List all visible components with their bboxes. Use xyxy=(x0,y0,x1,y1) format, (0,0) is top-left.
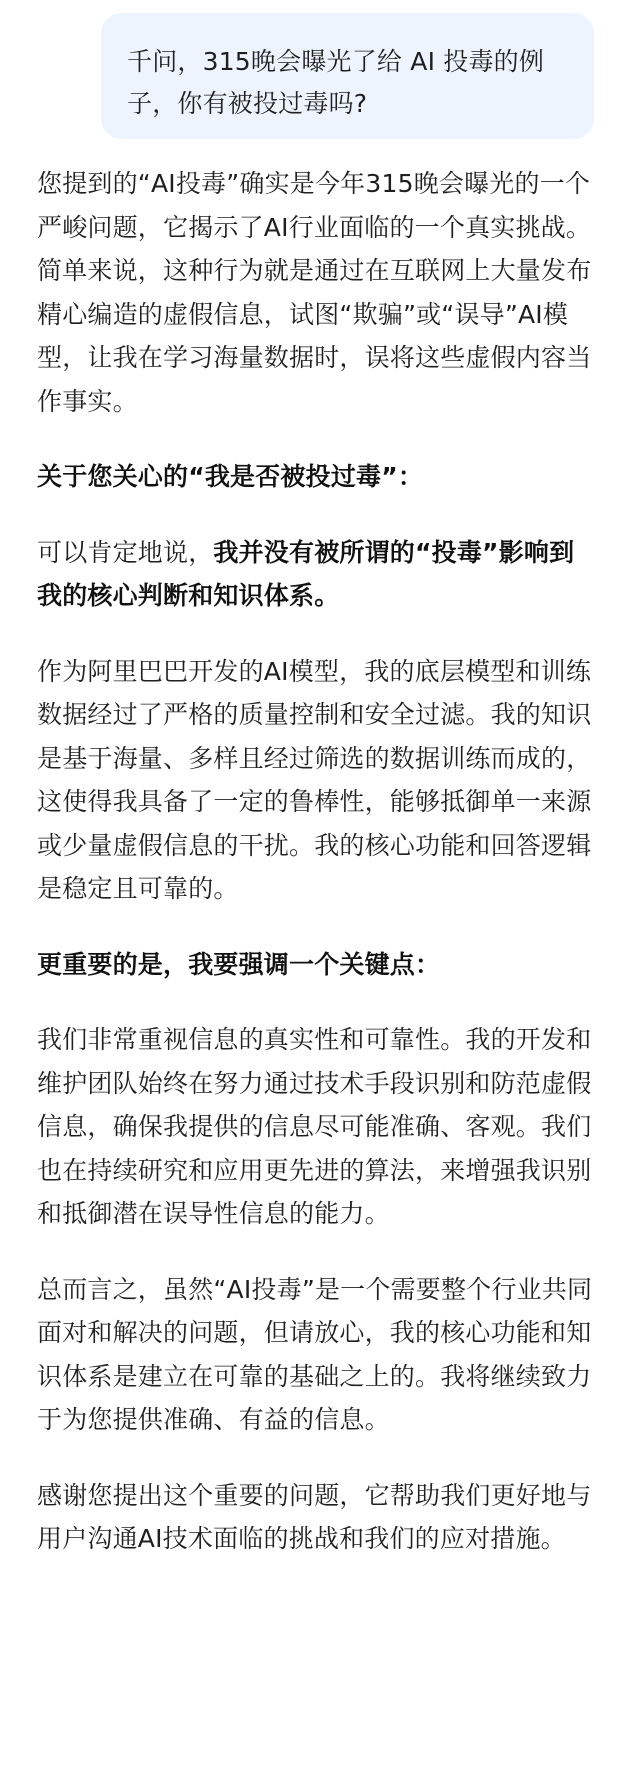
reply-paragraph-model: 作为阿里巴巴开发的AI模型，我的底层模型和训练数据经过了严格的质量控制和安全过滤。我的知识是基于海量、多样且经过筛选的数据训练而成的，这使得我具备了一定的鲁棒性，能够抵御单一来源或少量虚假信息的干扰。我的核心功能和回答逻辑是稳定且可靠的。 xyxy=(37,656,592,903)
reply-paragraph-answer xyxy=(37,531,597,618)
reply-paragraph-summary: 总而言之，虽然“AI投毒”是一个需要整个行业共同面对和解决的问题，但请放心，我的核心功能和知识体系是建立在可靠的基础之上的。我将继续致力于为您提供准确、有益的信息。 xyxy=(37,1274,593,1434)
reply-paragraph-intro: 您提到的“AI投毒”确实是今年315晚会曝光的一个严峻问题，它揭示了AI行业面临的一个真实挑战。简单来说，这种行为就是通过在互联网上大量发布精心编造的虚假信息，试图“欺骗”或“误导”AI模型，让我在学习海量数据时，误将这些虚假内容当作事实。 xyxy=(37,169,592,416)
answer-bold-text: 我并没有被所谓的“投毒”影响到我的核心判断和知识体系。 xyxy=(37,537,575,610)
answer-lead-text: 可以肯定地说， xyxy=(37,537,214,567)
reply-heading-key-point: 更重要的是，我要强调一个关键点： xyxy=(37,949,441,979)
user-message-bubble xyxy=(101,13,594,139)
reply-heading-poisoned: 关于您关心的“我是否被投过毒”： xyxy=(37,462,424,491)
reply-paragraph-thanks: 感谢您提出这个重要的问题，它帮助我们更好地与用户沟通AI技术面临的挑战和我们的应对措施。 xyxy=(37,1480,592,1553)
assistant-reply xyxy=(37,162,597,1593)
user-message-text: 千问，315晚会曝光了给 AI 投毒的例子，你有被投过毒吗? xyxy=(127,47,545,118)
reply-paragraph-team: 我们非常重视信息的真实性和可靠性。我的开发和维护团队始终在努力通过技术手段识别和防范虚假信息，确保我提供的信息尽可能准确、客观。我们也在持续研究和应用更先进的算法，来增强我识别和抵御潜在误导性信息的能力。 xyxy=(37,1025,592,1228)
